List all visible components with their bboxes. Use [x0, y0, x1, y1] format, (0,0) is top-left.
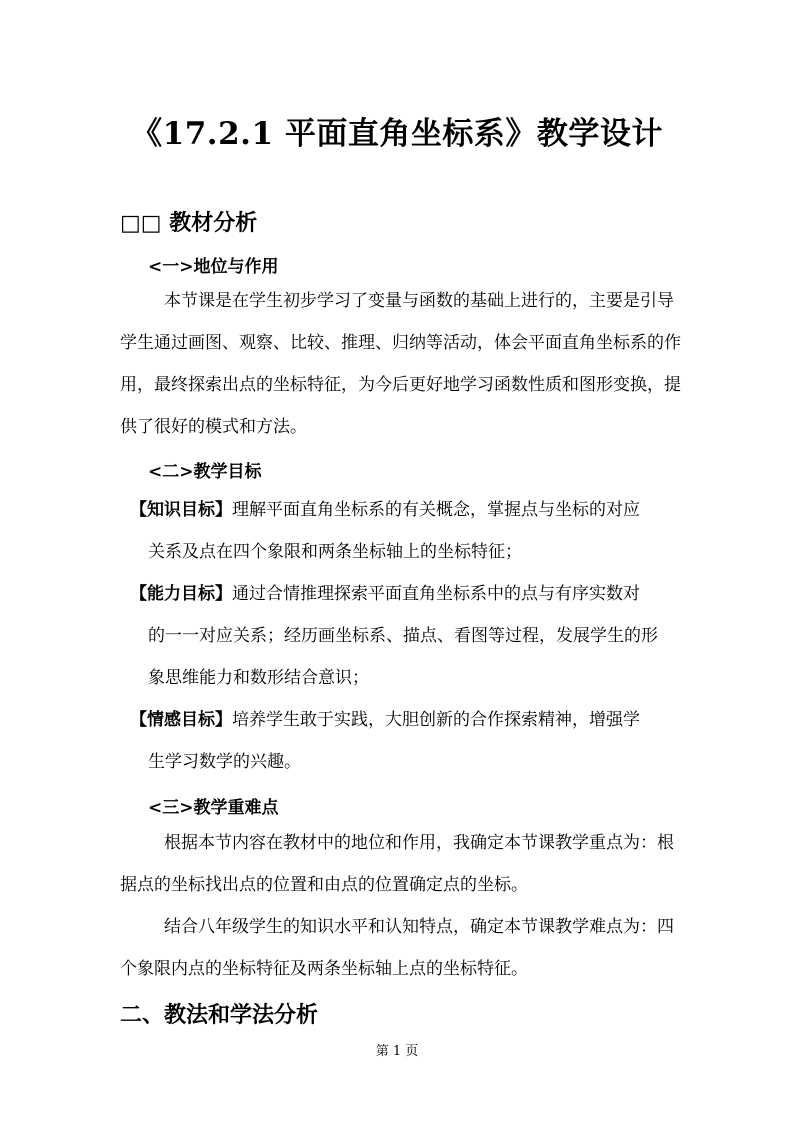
paragraph-key-points: 根据本节内容在教材中的地位和作用，我确定本节课教学重点为：根据点的坐标找出点的位置和由点的位置确定点的坐标。 — [120, 833, 674, 895]
ability-goal-text-1: 通过合情推理探索平面直角坐标系中的点与有序实数对 — [232, 584, 640, 604]
knowledge-goal-tag: 【知识目标】 — [130, 500, 232, 520]
subheading-teaching-goals: <二>教学目标 — [148, 462, 262, 482]
page-number: 第 1 页 — [375, 1044, 419, 1059]
emotion-goal-tag: 【情感目标】 — [130, 710, 232, 730]
knowledge-goal-line-2: 关系及点在四个象限和两条坐标轴上的坐标特征； — [148, 542, 522, 562]
ability-goal-tag: 【能力目标】 — [130, 584, 232, 604]
paragraph-position-role: 本节课是在学生初步学习了变量与函数的基础上进行的，主要是引导学生通过画图、观察、比较、推理、归纳等活动，体会平面直角坐标系的作用，最终探索出点的坐标特征，为今后更好地学习函数性质和图形变换，提供了很好的模式和方法。 — [120, 291, 681, 437]
section-heading-teaching-methods: 二、教法和学法分析 — [120, 1002, 319, 1028]
section-heading-textbook-analysis: □□ 教材分析 — [120, 210, 258, 236]
emotion-goal-line-2: 生学习数学的兴趣。 — [148, 752, 301, 772]
knowledge-goal-text-1: 理解平面直角坐标系的有关概念，掌握点与坐标的对应 — [232, 500, 640, 520]
knowledge-goal-line-1 — [130, 500, 640, 520]
subheading-key-difficult-points: <三>教学重难点 — [148, 798, 279, 818]
emotion-goal-line-1 — [130, 710, 640, 730]
subheading-position-role: <一>地位与作用 — [148, 257, 279, 277]
ability-goal-line-2: 的一一对应关系；经历画坐标系、描点、看图等过程，发展学生的形 — [148, 626, 658, 646]
paragraph-difficult-points: 结合八年级学生的知识水平和认知特点，确定本节课教学难点为：四个象限内点的坐标特征及两条坐标轴上点的坐标特征。 — [120, 917, 674, 979]
emotion-goal-text-1: 培养学生敢于实践，大胆创新的合作探索精神，增强学 — [232, 710, 640, 730]
ability-goal-line-1 — [130, 584, 640, 604]
ability-goal-line-3: 象思维能力和数形结合意识； — [148, 668, 369, 688]
document-title: 《17.2.1 平面直角坐标系》教学设计 — [131, 116, 663, 152]
